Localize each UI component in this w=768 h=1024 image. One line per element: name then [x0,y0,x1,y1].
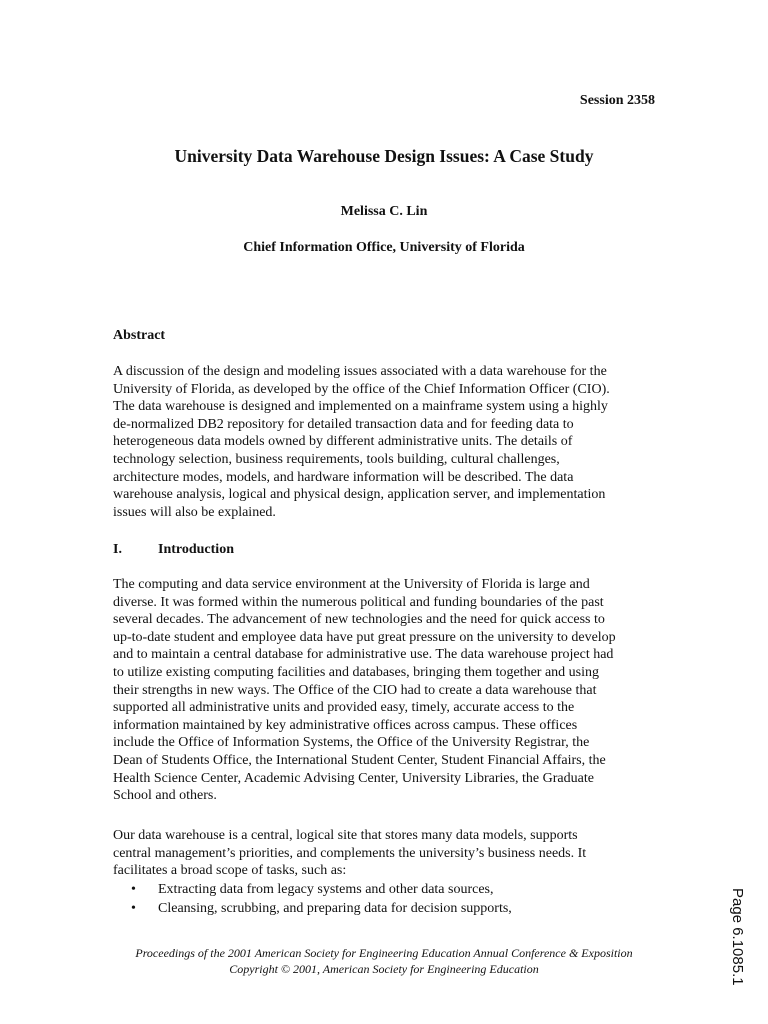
abstract-line: architecture modes, models, and hardware information will be described. The data [113,469,574,485]
introduction-paragraph-2 [113,827,658,880]
list-item [131,899,512,918]
abstract-line: warehouse analysis, logical and physical design, application server, and implementation [113,487,606,503]
paper-title: University Data Warehouse Design Issues: A Case Study [174,146,594,166]
footer-proceedings: Proceedings of the 2001 American Society for Engineering Education Annual Conference & Exposition [135,946,633,960]
introduction-paragraph-1 [113,576,658,805]
intro-line: diverse. It was formed within the numerous political and funding boundaries of the past [113,594,604,610]
intro-line: School and others. [113,788,217,804]
bullet-icon: • [131,882,136,897]
intro-line: facilitates a broad scope of tasks, such as: [113,863,347,879]
abstract-line: technology selection, business requirements, tools building, cultural challenges, [113,451,560,467]
intro-line: Health Science Center, Academic Advising Center, University Libraries, the Graduate [113,770,594,786]
intro-line: include the Office of Information Systems, the Office of the University Registrar, the [113,735,590,751]
list-item-text: Extracting data from legacy systems and other data sources, [158,882,494,897]
page-footer [0,945,768,977]
bullet-icon: • [131,901,136,916]
list-item-text: Cleansing, scrubbing, and preparing data for decision supports, [158,901,512,916]
author-name: Melissa C. Lin [340,204,428,219]
session-label: Session 2358 [579,93,655,108]
intro-line: supported all administrative units and provided easy, timely, accurate access to the [113,700,575,716]
abstract-line: The data warehouse is designed and implemented on a mainframe system using a highly [113,399,608,415]
intro-line: to utilize existing computing facilities and databases, bringing them together and using [113,664,600,680]
intro-line: Dean of Students Office, the International Student Center, Student Financial Affairs, the [113,752,606,768]
abstract-line: de-normalized DB2 repository for detailed transaction data and for feeding data to [113,416,574,432]
intro-line: and to maintain a central database for administrative use. The data warehouse project had [113,647,614,663]
section-title: Introduction [158,542,234,557]
page-number: Page 6.1085.1 [729,888,746,986]
abstract-line: heterogeneous data models owned by different administrative units. The details of [113,434,573,450]
abstract-line: A discussion of the design and modeling issues associated with a data warehouse for the [113,364,607,379]
intro-line: The computing and data service environment at the University of Florida is large and [113,577,590,592]
section-heading-introduction [113,542,234,558]
intro-line: central management’s priorities, and complements the university’s business needs. It [113,845,587,861]
abstract-body [113,363,658,521]
intro-line: several decades. The advancement of new technologies and the need for quick access to [113,612,605,628]
footer-copyright: Copyright © 2001, American Society for Engineering Education [229,962,539,976]
list-item [131,880,512,899]
abstract-heading: Abstract [113,328,166,343]
section-number: I. [113,542,122,557]
intro-line: Our data warehouse is a central, logical site that stores many data models, supports [113,828,578,843]
intro-line: their strengths in new ways. The Office of the CIO had to create a data warehouse that [113,682,597,698]
intro-line: information maintained by key administrative offices across campus. These offices [113,717,578,733]
task-bullet-list [131,880,512,918]
abstract-line: University of Florida, as developed by the office of the Chief Information Officer (CIO). [113,381,610,397]
abstract-line: issues will also be explained. [113,504,276,520]
intro-line: up-to-date student and employee data have put great pressure on the university to develop [113,629,616,645]
author-affiliation: Chief Information Office, University of Florida [243,240,525,255]
